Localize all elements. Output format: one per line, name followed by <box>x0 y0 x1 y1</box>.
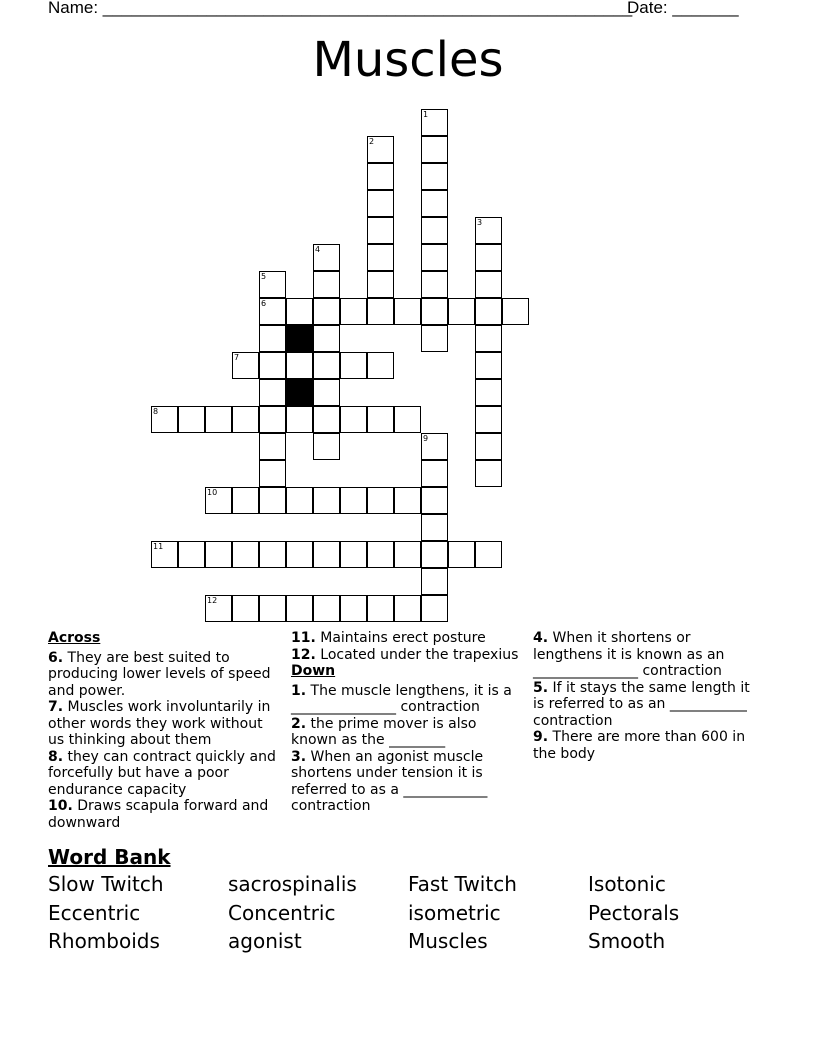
grid-cell[interactable] <box>421 190 448 217</box>
grid-cell[interactable] <box>313 379 340 406</box>
grid-cell[interactable] <box>313 244 340 271</box>
grid-cell[interactable] <box>394 595 421 622</box>
grid-cell[interactable] <box>367 190 394 217</box>
grid-cell[interactable] <box>340 595 367 622</box>
word-bank-title: Word Bank <box>48 845 171 869</box>
clue-number: 5 <box>261 272 267 281</box>
grid-cell[interactable] <box>475 217 502 244</box>
clue-number: 4 <box>315 245 321 254</box>
grid-cell[interactable] <box>232 595 259 622</box>
clue-num: 11. <box>291 630 316 646</box>
clue-text: The muscle lengthens, it is a _______________ contraction <box>291 682 512 715</box>
clue <box>48 798 283 831</box>
grid-cell[interactable] <box>367 271 394 298</box>
grid-cell[interactable] <box>394 487 421 514</box>
grid-cell[interactable] <box>421 109 448 136</box>
clue <box>533 729 758 762</box>
clue-text: Maintains erect posture <box>315 630 486 646</box>
grid-cell[interactable] <box>475 433 502 460</box>
grid-cell[interactable] <box>286 406 313 433</box>
clue-num: 3. <box>291 748 307 765</box>
grid-cell[interactable] <box>367 541 394 568</box>
grid-cell[interactable] <box>340 487 367 514</box>
grid-cell[interactable] <box>286 595 313 622</box>
clue <box>48 699 283 749</box>
grid-cell[interactable] <box>367 406 394 433</box>
grid-cell[interactable] <box>313 487 340 514</box>
grid-cell[interactable] <box>367 244 394 271</box>
grid-cell[interactable] <box>394 541 421 568</box>
clue <box>291 647 526 664</box>
grid-cell[interactable] <box>259 460 286 487</box>
word-bank-word: Rhomboids <box>48 929 160 953</box>
grid-cell[interactable] <box>205 487 232 514</box>
grid-cell[interactable] <box>475 325 502 352</box>
clue <box>291 749 526 815</box>
clues-column-2 <box>291 630 526 815</box>
grid-cell[interactable] <box>475 379 502 406</box>
word-bank-word: Concentric <box>228 901 336 925</box>
clue <box>48 749 283 799</box>
grid-cell[interactable] <box>421 271 448 298</box>
clue-number: 8 <box>153 407 159 416</box>
grid-cell[interactable] <box>313 541 340 568</box>
grid-cell[interactable] <box>421 325 448 352</box>
grid-cell[interactable] <box>421 244 448 271</box>
grid-cell[interactable] <box>475 406 502 433</box>
clue <box>291 716 526 749</box>
clue <box>48 650 283 700</box>
word-bank-word: Fast Twitch <box>408 872 517 896</box>
clue-text: They are best suited to producing lower levels of speed and power. <box>48 649 271 699</box>
clue-num: 12. <box>291 646 316 663</box>
grid-cell[interactable] <box>340 298 367 325</box>
grid-cell[interactable] <box>394 298 421 325</box>
grid-cell[interactable] <box>475 541 502 568</box>
grid-cell[interactable] <box>259 271 286 298</box>
grid-cell[interactable] <box>421 163 448 190</box>
clue-number: 7 <box>234 353 240 362</box>
clue-num: 2. <box>291 715 307 732</box>
grid-cell[interactable] <box>502 298 529 325</box>
word-bank-word: Isotonic <box>588 872 666 896</box>
clue-number: 3 <box>477 218 483 227</box>
grid-cell[interactable] <box>259 298 286 325</box>
clue-num: 5. <box>533 679 549 696</box>
clue-text: When it shortens or lengthens it is known as an _______________ contraction <box>533 630 725 679</box>
grid-cell[interactable] <box>259 379 286 406</box>
word-bank-word: isometric <box>408 901 501 925</box>
grid-cell[interactable] <box>178 541 205 568</box>
grid-cell[interactable] <box>313 352 340 379</box>
grid-cell[interactable] <box>421 298 448 325</box>
black-cell <box>286 325 313 352</box>
grid-cell[interactable] <box>367 352 394 379</box>
clue-number: 2 <box>369 137 375 146</box>
grid-cell[interactable] <box>421 595 448 622</box>
clue-num: 4. <box>533 630 549 646</box>
clue-num: 7. <box>48 699 64 715</box>
clue-num: 6. <box>48 649 64 666</box>
grid-cell[interactable] <box>259 541 286 568</box>
grid-cell[interactable] <box>205 406 232 433</box>
clue-text: Muscles work involuntarily in other words they work without us thinking about them <box>48 699 271 748</box>
grid-cell[interactable] <box>394 406 421 433</box>
grid-cell[interactable] <box>367 217 394 244</box>
grid-cell[interactable] <box>286 487 313 514</box>
clue <box>533 680 758 730</box>
grid-cell[interactable] <box>232 487 259 514</box>
grid-cell[interactable] <box>313 271 340 298</box>
clue-text: Located under the trapexius <box>315 646 519 663</box>
word-bank-word: sacrospinalis <box>228 872 357 896</box>
grid-cell[interactable] <box>448 298 475 325</box>
grid-cell[interactable] <box>232 541 259 568</box>
grid-cell[interactable] <box>151 541 178 568</box>
clue-number: 11 <box>153 542 164 551</box>
grid-cell[interactable] <box>313 298 340 325</box>
clue-number: 1 <box>423 110 429 119</box>
clue-number: 9 <box>423 434 429 443</box>
clue-num: 9. <box>533 729 549 745</box>
clues-column-1 <box>48 630 283 831</box>
grid-cell[interactable] <box>475 298 502 325</box>
grid-cell[interactable] <box>367 298 394 325</box>
grid-cell[interactable] <box>232 406 259 433</box>
clue-num: 8. <box>48 748 64 765</box>
name-label: Name: ________________________________________________________ <box>48 0 633 17</box>
grid-cell[interactable] <box>340 541 367 568</box>
word-bank-word: Pectorals <box>588 901 680 925</box>
clues-column-3 <box>533 630 758 762</box>
grid-cell[interactable] <box>421 460 448 487</box>
grid-cell[interactable] <box>421 433 448 460</box>
grid-cell[interactable] <box>259 487 286 514</box>
word-bank-word: Smooth <box>588 929 666 953</box>
grid-cell[interactable] <box>421 136 448 163</box>
grid-cell[interactable] <box>205 541 232 568</box>
grid-cell[interactable] <box>421 217 448 244</box>
black-cell <box>286 379 313 406</box>
grid-cell[interactable] <box>178 406 205 433</box>
down-heading: Down <box>291 663 336 679</box>
date-label: Date: _______ <box>627 0 739 17</box>
grid-cell[interactable] <box>259 406 286 433</box>
word-bank-word: Muscles <box>408 929 488 953</box>
grid-cell[interactable] <box>259 433 286 460</box>
grid-cell[interactable] <box>313 406 340 433</box>
word-bank-word: Slow Twitch <box>48 872 164 896</box>
clue <box>533 630 758 680</box>
grid-cell[interactable] <box>286 352 313 379</box>
across-heading: Across <box>48 630 101 646</box>
grid-cell[interactable] <box>259 325 286 352</box>
grid-cell[interactable] <box>259 595 286 622</box>
grid-cell[interactable] <box>475 244 502 271</box>
clue-text: There are more than 600 in the body <box>533 729 746 762</box>
grid-cell[interactable] <box>421 514 448 541</box>
grid-cell[interactable] <box>259 352 286 379</box>
grid-cell[interactable] <box>151 406 178 433</box>
clue-text: the prime mover is also known as the ________ <box>291 715 477 748</box>
clue-num: 1. <box>291 682 307 699</box>
grid-cell[interactable] <box>367 487 394 514</box>
clue-number: 10 <box>207 488 218 497</box>
clue-text: If it stays the same length it is referred to as an ___________ contraction <box>533 679 750 729</box>
grid-cell[interactable] <box>313 595 340 622</box>
clue-text: Draws scapula forward and downward <box>48 798 269 831</box>
clue-num: 10. <box>48 798 73 814</box>
grid-cell[interactable] <box>367 595 394 622</box>
grid-cell[interactable] <box>205 595 232 622</box>
grid-cell[interactable] <box>448 541 475 568</box>
clue-text: When an agonist muscle shortens under tension it is referred to as a ____________ contraction <box>291 748 488 814</box>
grid-cell[interactable] <box>367 163 394 190</box>
clue-text: they can contract quickly and forcefully but have a poor endurance capacity <box>48 748 276 798</box>
grid-cell[interactable] <box>340 352 367 379</box>
clue-number: 12 <box>207 596 218 605</box>
clue <box>291 683 526 716</box>
grid-cell[interactable] <box>313 325 340 352</box>
page-title: Muscles <box>312 32 504 88</box>
grid-cell[interactable] <box>475 460 502 487</box>
clue-number: 6 <box>261 299 267 308</box>
grid-cell[interactable] <box>286 541 313 568</box>
grid-cell[interactable] <box>421 541 448 568</box>
grid-cell[interactable] <box>475 271 502 298</box>
grid-cell[interactable] <box>421 487 448 514</box>
grid-cell[interactable] <box>475 352 502 379</box>
grid-cell[interactable] <box>286 298 313 325</box>
grid-cell[interactable] <box>232 352 259 379</box>
word-bank-word: Eccentric <box>48 901 141 925</box>
clue <box>291 630 526 647</box>
grid-cell[interactable] <box>313 433 340 460</box>
word-bank-word: agonist <box>228 929 302 953</box>
grid-cell[interactable] <box>421 568 448 595</box>
grid-cell[interactable] <box>367 136 394 163</box>
grid-cell[interactable] <box>340 406 367 433</box>
